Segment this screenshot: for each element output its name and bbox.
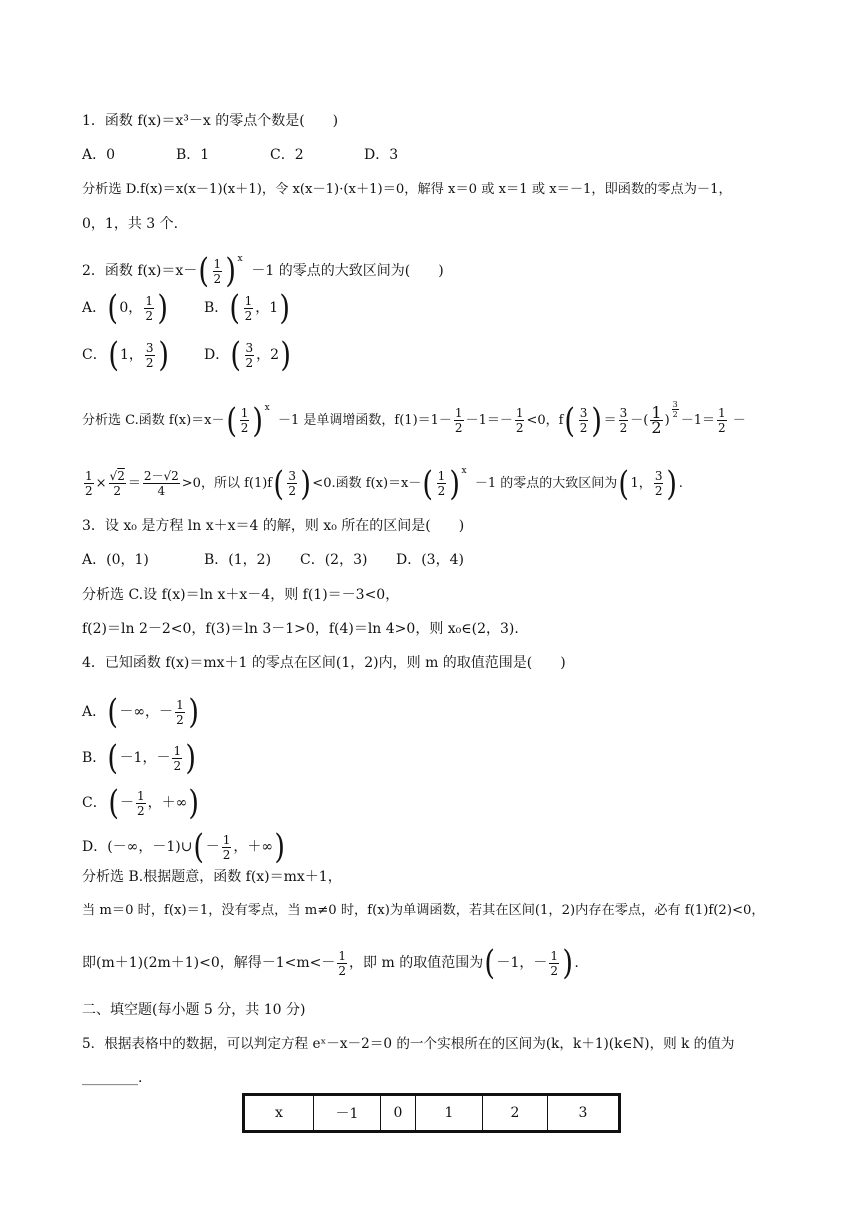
q2-option-d: D． ( $\frac{3}{2}$ ，2 ) [204,335,292,375]
q2-option-a: A． ( 0， $\frac{1}{2}$ ) [82,288,168,328]
table-cell: 1 [416,1095,483,1132]
q3-option-b: B．(1，2) [204,552,272,568]
q4-analysis-line3: 即(m＋1)(2m＋1)<0，解得－1<m<－ $\frac{1}{2}$ ，即 m 的取值范围为 ( －1，－ $\frac{1}{2}$ ) . [82,943,579,983]
q1-option-d: D．3 [364,147,399,163]
q5-stem: 5．根据表格中的数据，可以判定方程 eˣ－x－2＝0 的一个实根所在的区间为(k，k＋1)(k∈N)，则 k 的值为 [82,1036,735,1052]
q4-option-c: C． ( － $\frac{1}{2}$ ，＋∞ ) [82,783,200,823]
section-heading: 二、填空题(每小题 5 分，共 10 分) [82,1002,306,1018]
q2-stem-paren-frac: ( $\frac{1}{2}$ ) [198,251,237,291]
q1-stem: 1．函数 f(x)＝x³－x 的零点个数是( ) [82,113,339,129]
q1-option-b: B．1 [176,147,210,163]
table-cell: 2 [483,1095,548,1132]
q1-option-a: A．0 [82,147,116,163]
q4-option-b: B． ( －1，－ $\frac{1}{2}$ ) [82,738,197,778]
table-cell: 3 [548,1095,620,1132]
q2-analysis-line2: $\frac{1}{2}$ × $\frac{√2}{2}$ ＝ $\frac{2-√2}{4}$ >0，所以 f(1)f ( $\frac{3}{2}$ ) <0.函数 f(x)＝x－ ( $\frac{1}{2}$ ) $^x$ －1 的零点的大致区间为 ( 1， $\frac{3}{2}$ ) . [85,463,683,504]
q4-option-a: A． ( －∞，－ $\frac{1}{2}$ ) [82,692,199,732]
q3-stem: 3．设 x₀ 是方程 ln x＋x＝4 的解，则 x₀ 所在的区间是( ) [82,518,465,534]
q1-option-c: C．2 [270,147,304,163]
q5-answer-blank: ________. [82,1070,143,1086]
q1-analysis-line2: 0，1，共 3 个. [82,216,179,232]
q3-option-d: D．(3，4) [396,552,464,568]
q3-analysis-line2: f(2)＝ln 2－2<0，f(3)＝ln 3－1>0，f(4)＝ln 4>0，则 x₀∈(2，3). [82,621,519,637]
q3-option-c: C．(2，3) [300,552,368,568]
table-cell: 0 [381,1095,416,1132]
data-table [242,1093,621,1133]
table-row [244,1095,620,1132]
q4-analysis-line1: 分析选 B.根据题意，函数 f(x)＝mx＋1， [82,869,342,885]
table-cell: x [244,1095,314,1132]
q4-stem: 4．已知函数 f(x)＝mx＋1 的零点在区间(1，2)内，则 m 的取值范围是( ) [82,655,566,671]
q3-analysis-line1: 分析选 C.设 f(x)＝ln x＋x－4，则 f(1)＝－3<0， [82,587,400,603]
q1-analysis-line1: 分析选 D.f(x)＝x(x－1)(x＋1)，令 x(x－1)·(x＋1)＝0，解得 x＝0 或 x＝1 或 x＝－1，即函数的零点为－1， [82,182,732,197]
q2-option-c: C． ( 1， $\frac{3}{2}$ ) [82,335,169,375]
table-cell: －1 [314,1095,381,1132]
q2-stem: 2．函数 f(x)＝x－ ( $\frac{1}{2}$ ) $^x$ －1 的零点的大致区间为( ) [82,251,444,291]
q4-analysis-line2: 当 m＝0 时，f(x)＝1，没有零点，当 m≠0 时，f(x)为单调函数，若其在区间(1，2)内存在零点，必有 f(1)f(2)<0， [82,903,765,918]
q2-option-b: B． ( $\frac{1}{2}$ ，1 ) [204,288,291,328]
q4-option-d: D．(－∞，－1)∪ ( － $\frac{1}{2}$ ，＋∞ ) [82,827,285,867]
q3-option-a: A．(0，1) [82,552,149,568]
q2-analysis-line1: 分析选 C.函数 f(x)＝x－ ( $\frac{1}{2}$ ) $^x$ －1 是单调增函数，f(1)＝1－ $\frac{1}{2}$ －1＝－ $\frac{1}{2}$ <0，f ( $\frac{3}{2}$ ) ＝ $\frac{3}{2}$ －( $\frac{1}{2}$ ) $^{\frac{3}{2}}$ －1＝ $\frac{1}{2}$ － [82,400,746,441]
